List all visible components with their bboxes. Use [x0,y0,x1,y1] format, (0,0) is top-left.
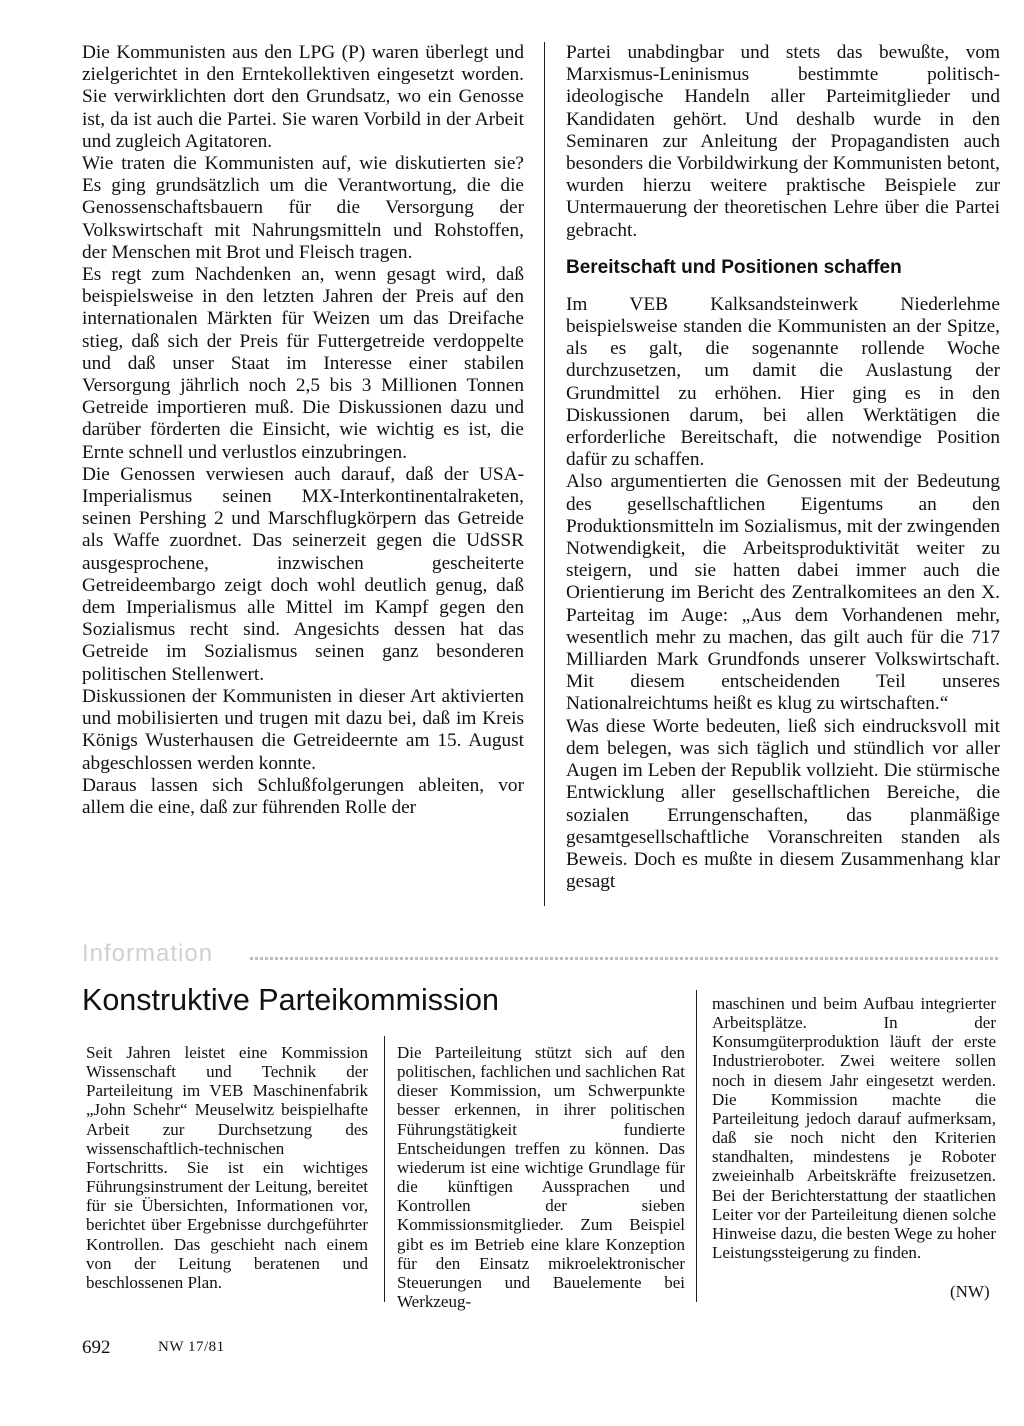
info-column-divider [384,1036,385,1302]
issue-label: NW 17/81 [158,1339,225,1355]
dotted-rule [250,957,1000,960]
article-paragraph: Die Kommunisten aus den LPG (P) waren überlegt und zielgerichtet in den Erntekollektiven eingesetzt worden. Sie verwirklichten dort den Grundsatz, wo ein Genosse ist, da ist auch die Partei. Sie waren Vorbild in der Arbeit und zugleich Agitatoren. [82,42,524,152]
article-paragraph: Die Genossen verwiesen auch darauf, daß der USA-Imperialismus seinen MX-Interkontinentalraketen, seinen Pershing 2 und Marschflugkörpern das Getreide als Waffe zuordnet. Das seinerzeit gegen die UdSSR ausgesprochene, inzwischen gescheiterte Getreideembargo zeigt doch wohl deutlich genug, daß dem Imperialismus alle Mittel im Kampf gegen den Sozialismus recht sind. Angesichts dessen hat das Getreide im Sozialismus seinen ganz besonderen politischen Stellenwert. [82,463,524,685]
info-paragraph: maschinen und beim Aufbau integrierter Arbeitsplätze. In der Konsumgüterproduktion läuft der erste Industrieroboter. Zwei weitere sollen noch in diesem Jahr eingesetzt werden. Die Kommission machte die Parteileitung jedoch darauf aufmerksam, daß sie noch nicht den Kriterien standhalten, mindestens je Roboter zweieinhalb Arbeitskräfte freizusetzen. Bei der Berichterstattung der staatlichen Leiter vor der Parteileitung dienen solche Hinweise dazu, die besten Wege zu hoher Leistungssteigerung zu finden. [712,994,996,1263]
information-label: Information [82,940,214,967]
info-column-divider [696,990,697,1302]
info-box-title: Konstruktive Parteikommission [82,983,499,1017]
info-column-2 [397,1043,685,1311]
article-left-column [82,42,524,819]
section-subheading: Bereitschaft und Positionen schaffen [566,256,902,278]
article-right-column [566,42,1000,893]
article-paragraph: Im VEB Kalksandsteinwerk Niederlehme beispielsweise standen die Kommunisten an der Spitze, als es galt, die sogenannte rollende Woche durchzusetzen, um damit die Auslastung der Grundmittel zu erhöhen. Hier ging es in den Diskussionen darum, bei allen Werktätigen die erforderliche Bereitschaft, die notwendige Position dafür zu schaffen. [566,293,1000,471]
info-paragraph: Seit Jahren leistet eine Kommission Wissenschaft und Technik der Parteileitung im VEB Maschinenfabrik „John Schehr“ Meuselwitz beispielhafte Arbeit zur Durchsetzung des wissenschaftlich-technischen Fortschritts. Sie ist ein wichtiges Führungsinstrument der Leitung, bereitet für sie Übersichten, Informationen vor, berichtet über Ergebnisse durchgeführter Kontrollen. Das geschieht nach einem von der Leitung beratenen und beschlossenen Plan. [86,1043,368,1292]
author-signoff: (NW) [950,1282,990,1301]
info-column-1 [86,1043,368,1292]
article-paragraph: Diskussionen der Kommunisten in dieser Art aktivierten und mobilisierten und trugen mit dazu bei, daß im Kreis Königs Wusterhausen die Getreideernte am 15. August abgeschlossen werden konnte. [82,685,524,774]
page-number: 692 [82,1337,111,1358]
information-header [82,940,1000,970]
info-column-3 [712,994,996,1262]
main-article [82,42,1000,912]
article-paragraph: Wie traten die Kommunisten auf, wie diskutierten sie? Es ging grundsätzlich um die Verantwortung, die die Genossenschaftsbauern für die Versorgung der Volkswirtschaft mit Nahrungsmitteln und Rohstoffen, der Menschen mit Brot und Fleisch tragen. [82,153,524,263]
column-divider [544,42,545,906]
article-paragraph: Was diese Worte bedeuten, ließ sich eindrucksvoll mit dem belegen, was sich täglich und stündlich vor aller Augen im Leben der Republik vollzieht. Die stürmische Entwicklung aller gesellschaftlichen Bereiche, die sozialen Errungenschaften, das planmäßige gesamtgesellschaftliche Voranschreiten standen als Beweis. Doch es mußte in diesem Zusammenhang klar gesagt [566,715,1000,893]
article-paragraph: Also argumentierten die Genossen mit der Bedeutung des gesellschaftlichen Eigentums an den Produktionsmitteln im Sozialismus, mit der zwingenden Notwendigkeit, die Arbeitsproduktivität weiter zu steigern, und sie hatten dabei immer auch die Orientierung im Bericht des Zentralkomitees an den X. Parteitag im Auge: „Aus dem Vorhandenen mehr, wesentlich mehr zu machen, das gilt auch für die 717 Milliarden Mark Grundfonds unserer Volkswirtschaft. Mit diesem entscheidenden Teil unseres Nationalreichtums heißt es klug zu wirtschaften.“ [566,471,1000,715]
article-paragraph: Partei unabdingbar und stets das bewußte, vom Marxismus-Leninismus bestimmte politisch-ideologische Handeln aller Parteimitglieder und Kandidaten gehört. Und deshalb wurde in den Seminaren zur Anleitung der Propagandisten auch besonders die Vorbildwirkung der Kommunisten betont, wurden hierzu weitere praktische Beispiele zur Untermauerung der theoretischen Lehre über die Partei gebracht. [566,42,1000,241]
article-paragraph: Daraus lassen sich Schlußfolgerungen ableiten, vor allem die eine, daß zur führenden Rolle der [82,774,524,818]
info-paragraph: Die Parteileitung stützt sich auf den politischen, fachlichen und sachlichen Rat dieser Kommission, um Schwerpunkte besser erkennen, in ihrer politischen Führungstätigkeit fundierte Entscheidungen treffen zu können. Das wiederum ist eine wichtige Grundlage für die künftigen Aussprachen und Kontrollen der sieben Kommissionsmitglieder. Zum Beispiel gibt es im Betrieb eine klare Konzeption für den Einsatz mikroelektronischer Steuerungen und Bauelemente bei Werkzeug- [397,1043,685,1312]
article-paragraph: Es regt zum Nachdenken an, wenn gesagt wird, daß beispielsweise in den letzten Jahren der Preis auf den internationalen Märkten für Weizen um das Dreifache stieg, daß sich der Preis für Futtergetreide verdoppelte und daß unser Staat im Interesse einer stabilen Versorgung jährlich noch 2,5 bis 3 Millionen Tonnen Getreide importieren muß. Die Diskussionen dazu und darüber förderten die Einsicht, wie wichtig es ist, die Ernte schnell und verlustlos einzubringen. [82,264,524,463]
